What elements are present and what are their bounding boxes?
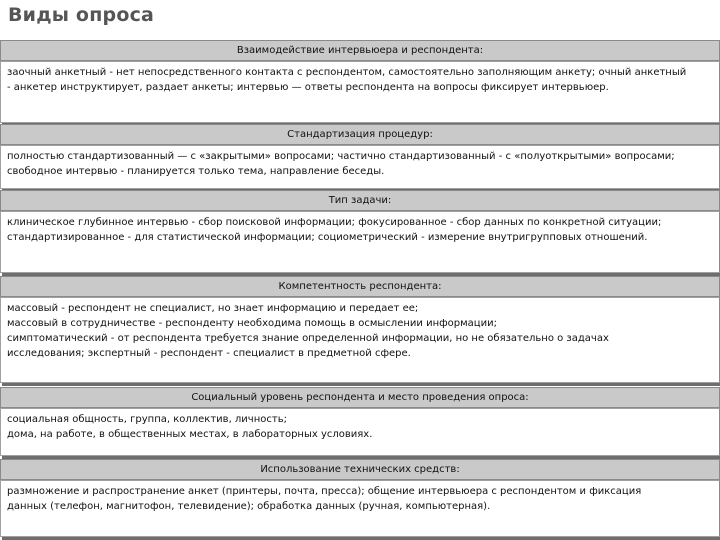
- section-header-interaction: Взаимодействие интервьюера и респондента:: [0, 40, 720, 61]
- text-line: дома, на работе, в общественных местах, в лабораторных условиях.: [7, 429, 373, 440]
- section-body-task-type: [0, 211, 720, 273]
- text-line: исследования; экспертный - респондент - специалист в предметной сфере.: [7, 348, 411, 359]
- text-line: массовый в сотрудничестве - респонденту необходима помощь в осмыслении информации;: [7, 318, 497, 329]
- section-body-competence: [0, 297, 720, 383]
- section-body-standardization: [0, 145, 720, 189]
- text-line: заочный анкетный - нет непосредственного контакта с респондентом, самостоятельно заполняющим анкету; очный анкетный: [7, 67, 687, 78]
- section-header-standardization: Стандартизация процедур:: [0, 124, 720, 145]
- text-line: размножение и распространение анкет (принтеры, почта, пресса); общение интервьюера с респондентом и фиксация: [7, 486, 642, 497]
- section-body-social-level: [0, 408, 720, 456]
- text-line: данных (телефон, магнитофон, телевидение); обработка данных (ручная, компьютерная).: [7, 501, 491, 512]
- text-line: стандартизированное - для статистической информации; социометрический - измерение внутригрупповых отношений.: [7, 232, 648, 243]
- text-line: полностью стандартизованный — с «закрытыми» вопросами; частично стандартизованный - с «полуоткрытыми» вопросами;: [7, 151, 675, 162]
- text-line: массовый - респондент не специалист, но знает информацию и передает ее;: [7, 303, 419, 314]
- page-title: Виды опроса: [8, 4, 155, 26]
- section-body-technical-means: [0, 480, 720, 537]
- section-header-social-level: Социальный уровень респондента и место проведения опроса:: [0, 387, 720, 408]
- section-header-competence: Компетентность респондента:: [0, 276, 720, 297]
- text-line: социальная общность, группа, коллектив, личность;: [7, 414, 287, 425]
- text-line: свободное интервью - планируется только тема, направление беседы.: [7, 166, 385, 177]
- section-header-task-type: Тип задачи:: [0, 190, 720, 211]
- text-line: симптоматический - от респондента требуется знание определенной информации, но не обязательно о задачах: [7, 333, 609, 344]
- section-header-technical-means: Использование технических средств:: [0, 459, 720, 480]
- text-line: клиническое глубинное интервью - сбор поисковой информации; фокусированное - сбор данных по конкретной ситуации;: [7, 217, 662, 228]
- text-line: - анкетер инструктирует, раздает анкеты; интервью — ответы респондента на вопросы фиксирует интервьюер.: [7, 82, 609, 93]
- section-body-interaction: [0, 61, 720, 123]
